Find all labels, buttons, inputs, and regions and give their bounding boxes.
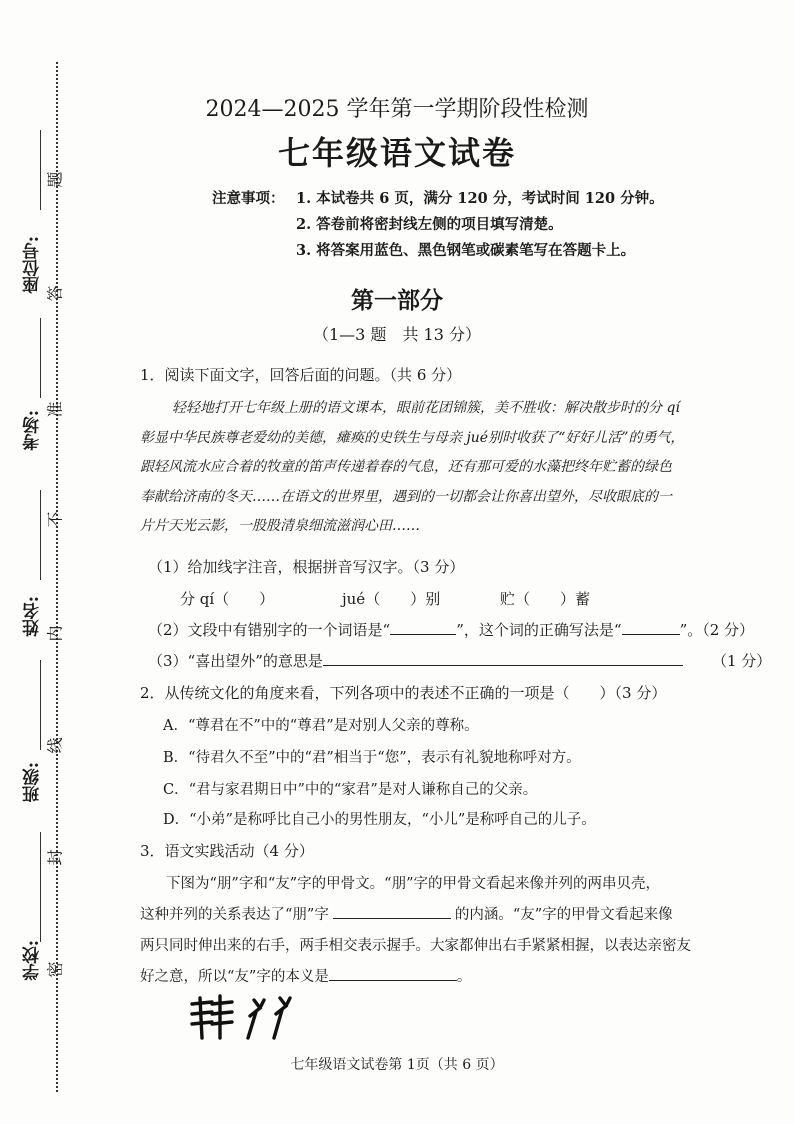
q3-line: 下图为“朋”字和“友”字的甲骨文。“朋”字的甲骨文看起来像并列的两串贝壳， [166, 876, 660, 892]
part-subtitle: （1—3 题 共 13 分） [313, 325, 481, 344]
q3-text: 的内涵。“友”字的甲骨文看起来像 [454, 907, 673, 923]
seat-number-label: 座位号: [23, 236, 43, 294]
q2-stem[interactable]: 2．从传统文化的角度来看，下列各项中的表述不正确的一项是（ ）（3 分） [140, 684, 667, 702]
school-blank[interactable] [40, 832, 41, 942]
seal-char: 内 [45, 625, 65, 642]
q1-sub3-score: （1 分） [712, 652, 772, 670]
passage-line: 跟轻风流水应合着的牧童的笛声传递着春的气息，还有那可爱的水藻把终年贮蓄的绿色 [140, 459, 672, 475]
seal-char: 密 [45, 961, 65, 978]
seal-char: 题 [45, 171, 65, 188]
seal-char: 准 [45, 401, 65, 418]
oracle-bone-glyphs [190, 990, 310, 1044]
q2-option-c[interactable]: C．“君与家君期日中”中的“家君”是对人谦称自己的父亲。 [163, 782, 538, 798]
wrong-word-blank[interactable] [390, 620, 456, 635]
meaning-blank[interactable] [323, 651, 683, 666]
seal-dotted-line [56, 62, 58, 1092]
pinyin-item[interactable]: 贮（ ）蓄 [500, 590, 591, 608]
q3-line [140, 965, 471, 986]
you-meaning-blank[interactable] [329, 966, 457, 981]
peng-meaning-blank[interactable] [333, 904, 451, 919]
seal-char: 封 [45, 849, 65, 866]
passage-line: 片片天光云影，一股股清泉细流滋润心田…… [140, 518, 420, 534]
class-label: 班级: [23, 762, 43, 803]
class-blank[interactable] [40, 660, 41, 750]
notice-block [212, 186, 664, 264]
q3-text: 。 [456, 969, 472, 985]
q1-passage [140, 394, 760, 542]
name-blank[interactable] [40, 490, 41, 580]
seal-char: 不 [45, 511, 65, 528]
q3-text: 这种并列的关系表达了“朋”字 [140, 907, 329, 923]
page-title: 七年级语文试卷 [277, 134, 516, 172]
notice-item: 3. 将答案用蓝色、黑色钢笔或碳素笔写在答题卡上。 [296, 242, 636, 259]
q2-option-d[interactable]: D．“小弟”是称呼比自己小的男性朋友，“小儿”是称呼自己的儿子。 [163, 812, 596, 828]
q3-line: 两只同时伸出来的右手，两手相交表示握手。大家都伸出右手紧紧相握，以表达亲密友 [140, 938, 691, 954]
q1-sub2-text: ”，这个词的正确写法是“ [456, 621, 622, 639]
q1-sub2-text: （2）文段中有错别字的一个词语是“ [148, 621, 391, 639]
q1-sub2 [148, 619, 754, 640]
q3-stem: 3．语文实践活动（4 分） [140, 842, 314, 860]
pinyin-item[interactable]: jué（ ）别 [342, 590, 441, 608]
notice-item: 2. 答卷前将密封线左侧的项目填写清楚。 [296, 216, 563, 233]
passage-line: 轻轻地打开七年级上册的语文课本，眼前花团锦簇，美不胜收：解决散步时的分 qí [172, 400, 680, 416]
passage-line: 彰显中华民族尊老爱幼的美德，瘫痪的史铁生与母亲 jué别时收获了“好好儿活”的勇气， [140, 429, 685, 446]
correct-word-blank[interactable] [622, 620, 680, 635]
q2-option-b[interactable]: B．“待君久不至”中的“君”相当于“您”，表示有礼貌地称呼对方。 [163, 750, 581, 766]
exam-period: 2024—2025 学年第一学期阶段性检测 [205, 97, 589, 122]
q1-sub2-text: ”。（2 分） [679, 621, 755, 639]
q2-option-a[interactable]: A．“尊君在不”中的“尊君”是对别人父亲的尊称。 [163, 718, 479, 734]
pinyin-item[interactable]: 分 qí（ ） [180, 590, 275, 608]
notice-item: 1. 本试卷共 6 页，满分 120 分，考试时间 120 分钟。 [296, 190, 664, 207]
q1-sub1: （1）给加线字注音，根据拼音写汉字。（3 分） [148, 558, 465, 576]
notice-label: 注意事项： [212, 190, 285, 207]
passage-line: 奉献给济南的冬天……在语文的世界里，遇到的一切都会让你喜出望外，尽收眼底的一 [140, 488, 672, 505]
name-label: 姓名: [23, 596, 43, 637]
part-title: 第一部分 [351, 287, 443, 314]
q1-sub3 [148, 650, 683, 671]
seal-char: 答 [45, 285, 65, 302]
school-label: 学校: [23, 940, 43, 981]
seal-char: 线 [45, 737, 65, 754]
q1-sub3-text: （3）“喜出望外”的意思是 [148, 652, 323, 670]
q3-line [140, 903, 673, 924]
oracle-you-glyph [248, 998, 290, 1038]
q1-stem: 1．阅读下面文字，回答后面的问题。（共 6 分） [140, 366, 462, 384]
exam-room-label: 考场: [23, 410, 43, 451]
page-footer: 七年级语文试卷第 1页（共 6 页） [290, 1057, 504, 1073]
oracle-peng-glyph [192, 996, 232, 1038]
q3-text: 好之意，所以“友”字的本义是 [140, 969, 329, 985]
